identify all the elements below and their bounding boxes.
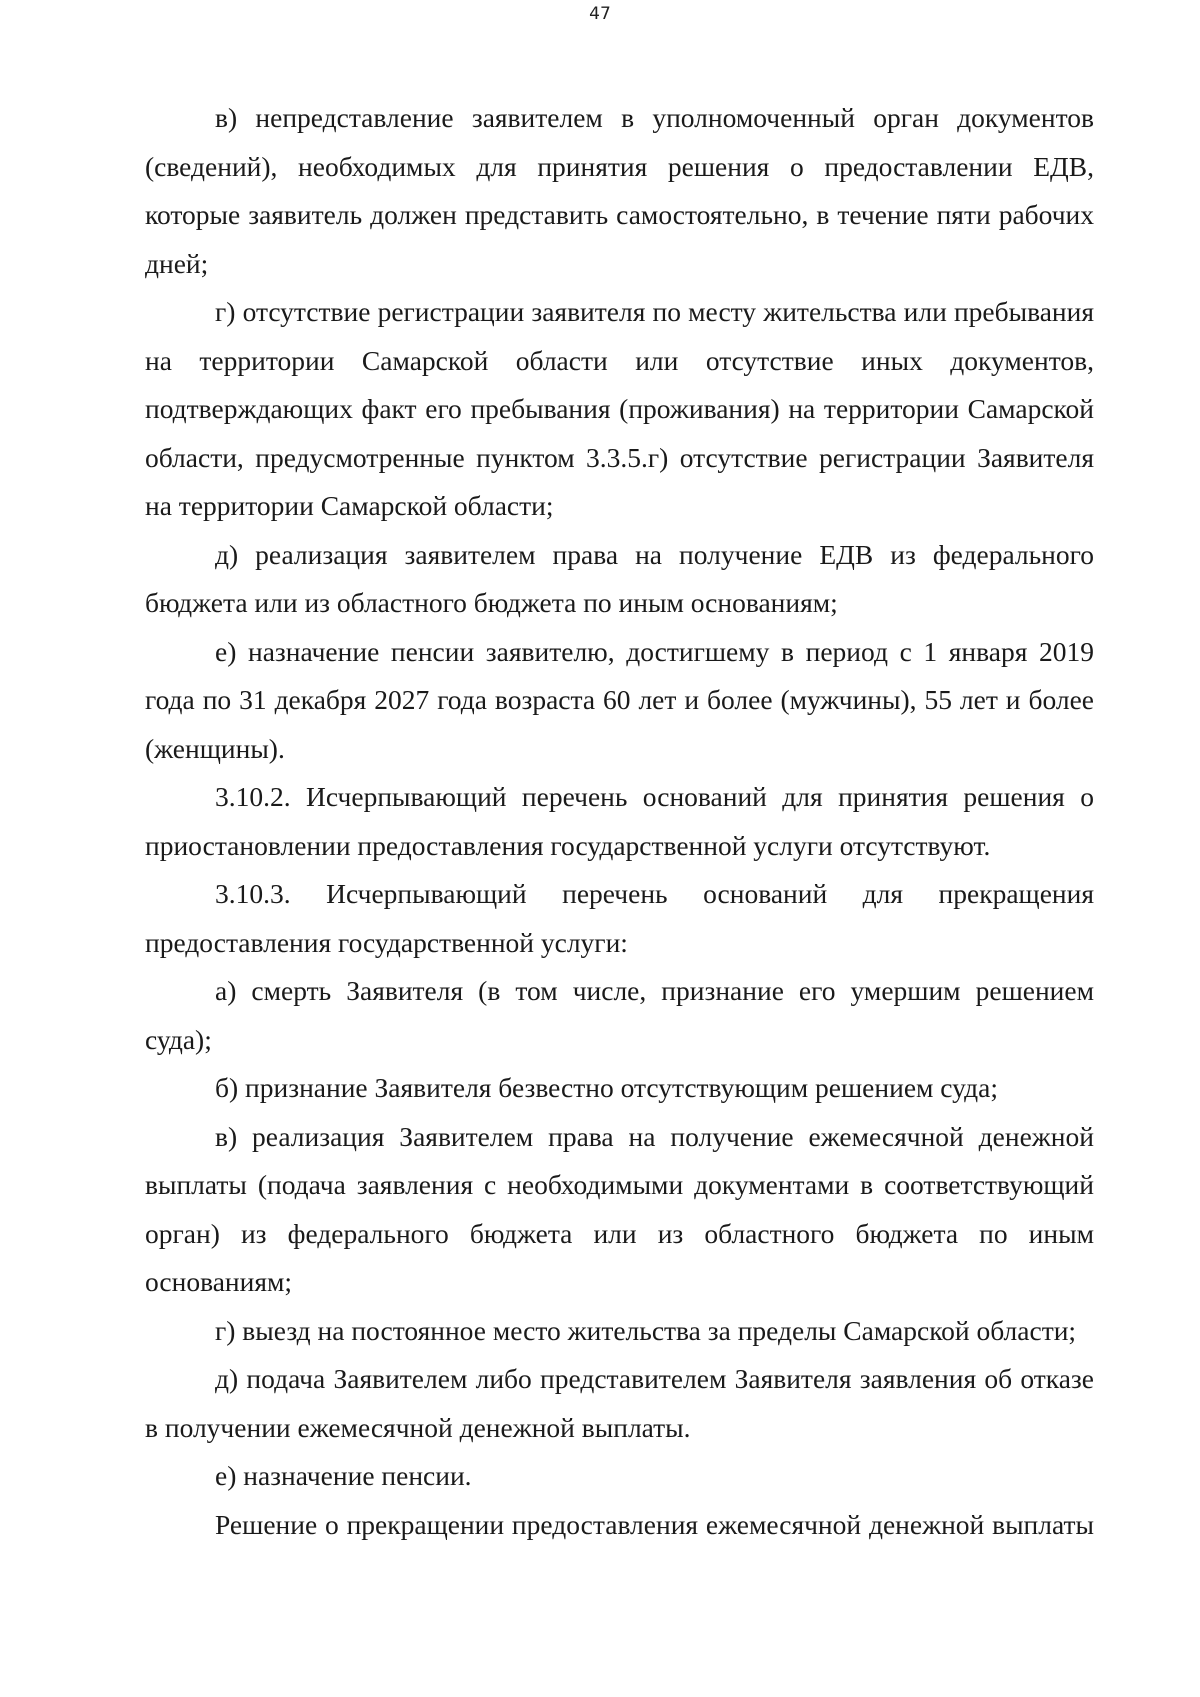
document-body: [145, 94, 1094, 1549]
paragraph-g-no-registration: г) отсутствие регистрации заявителя по месту жительства или пребывания на территории Самарской области или отсутствие иных документов, подтверждающих факт его пребывания (проживания) на территории Самарской области, предусмотренные пунктом 3.3.5.г) отсутствие регистрации Заявителя на территории Самарской области;: [145, 296, 1094, 521]
paragraph-v-monthly-payment: в) реализация Заявителем права на получение ежемесячной денежной выплаты (подача заявления с необходимыми документами в соответствующий орган) из федерального бюджета или из областного бюджета по иным основаниям;: [145, 1120, 1094, 1297]
paragraph-termination-decision: Решение о прекращении предоставления ежемесячной денежной выплаты: [215, 1508, 1094, 1540]
paragraph-v-non-submission: в) непредставление заявителем в уполномоченный орган документов (сведений), необходимых для принятия решения о предоставлении ЕДВ, которые заявитель должен представить самостоятельно, в течение пяти рабочих дней;: [145, 102, 1094, 279]
paragraph-3-10-2: 3.10.2. Исчерпывающий перечень оснований для принятия решения о приостановлении предоставления государственной услуги отсутствуют.: [145, 781, 1094, 861]
paragraph-a-death: а) смерть Заявителя (в том числе, признание его умершим решением суда);: [145, 975, 1094, 1055]
paragraph-3-10-3: 3.10.3. Исчерпывающий перечень оснований для прекращения предоставления государственной услуги:: [145, 878, 1094, 958]
paragraph-d-right-realization: д) реализация заявителем права на получение ЕДВ из федерального бюджета или из областного бюджета по иным основаниям;: [145, 538, 1094, 618]
paragraph-b-missing: б) признание Заявителя безвестно отсутствующим решением суда;: [215, 1072, 998, 1103]
paragraph-d-refusal: д) подача Заявителем либо представителем Заявителя заявления об отказе в получении ежемесячной денежной выплаты.: [145, 1363, 1094, 1443]
page-number: 47: [589, 4, 611, 24]
paragraph-g-relocation: г) выезд на постоянное место жительства за пределы Самарской области;: [215, 1314, 1077, 1346]
paragraph-e-pension: е) назначение пенсии.: [215, 1460, 472, 1491]
paragraph-e-pension-assignment: е) назначение пенсии заявителю, достигшему в период с 1 января 2019 года по 31 декабря 2027 года возраста 60 лет и более (мужчины), 55 лет и более (женщины).: [145, 635, 1094, 764]
